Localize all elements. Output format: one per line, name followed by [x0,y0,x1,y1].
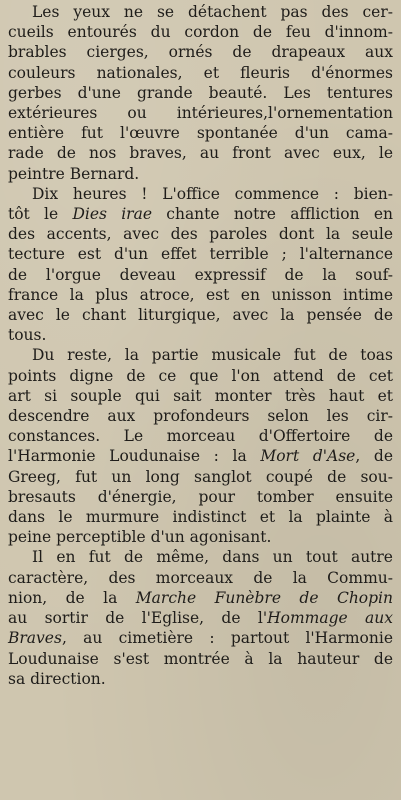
italic-title-marche-funebre: Marche Funèbre de Chopin [135,588,393,607]
text-run: l'Harmonie Loudunaise : la [8,447,261,466]
italic-title-hommage: Hommage aux [267,609,393,628]
text-run: , au cimetière : partout l'Harmonie [61,629,393,648]
text-line: Les yeux ne se détachent pas des cer- [32,3,393,21]
text-line: des accents, avec des paroles dont la seule [8,225,393,244]
paragraph-1 [8,2,393,184]
text-line: peine perceptible d'un agonisant. [8,528,272,547]
text-line: cueils entourés du cordon de feu d'innom- [8,23,393,42]
text-run: , de [355,447,394,466]
text-line: Loudunaise s'est montrée à la hauteur de [8,649,393,668]
text-line: peintre Bernard. [8,164,140,183]
text-line: dans le murmure indistinct et la plainte à [8,508,393,527]
text-line: Du reste, la partie musicale fut de toas [32,346,393,365]
text-run: chante notre affliction en [152,205,393,224]
text-line [8,628,393,648]
article-column [8,2,393,689]
text-line [8,446,393,466]
text-line: gerbes d'une grande beauté. Les tentures [8,83,393,102]
text-run: nion, de la [8,588,136,607]
italic-title-mort-d-ase: Mort d'Ase [260,447,356,466]
italic-title-dies-irae: Dies irae [72,205,153,224]
text-line: sa direction. [8,669,106,688]
text-line: rade de nos braves, au front avec eux, le [8,144,393,163]
text-line: de l'orgue deveau expressif de la souf- [8,265,393,284]
text-line: brables cierges, ornés de drapeaux aux [8,43,393,62]
text-line: points digne de ce que l'on attend de cet [8,366,393,385]
text-line: tous. [8,326,47,345]
text-line: france la plus atroce, est en unisson intime [8,285,393,304]
text-line: caractère, des morceaux de la Commu- [8,568,393,587]
text-line [8,588,393,608]
text-line: entière fut l'œuvre spontanée d'un cama- [8,124,393,143]
text-line: avec le chant liturgique, avec la pensée de [8,306,393,325]
text-run: au sortir de l'Eglise, de l' [8,609,268,628]
text-run: tôt le [8,205,73,224]
text-line: Dix heures ! L'office commence : bien- [32,184,393,203]
text-line [8,204,393,224]
text-line: descendre aux profondeurs selon les cir- [8,407,393,426]
paragraph-3 [8,345,393,547]
text-line: tecture est d'un effet terrible ; l'alternance [8,245,393,264]
text-line: constances. Le morceau d'Offertoire de [8,427,393,446]
text-line: couleurs nationales, et fleuris d'énormes [8,63,393,82]
text-line: Il en fut de même, dans un tout autre [32,548,393,567]
text-line: bresauts d'énergie, pour tomber ensuite [8,487,393,506]
text-line: Greeg, fut un long sanglot coupé de sou- [8,467,393,486]
paragraph-2 [8,184,393,346]
italic-title-braves: Braves [8,629,62,648]
text-line [8,608,393,628]
paragraph-4 [8,547,393,688]
text-line: art si souple qui sait monter très haut et [8,386,393,405]
text-line: extérieures ou intérieures,l'ornementation [8,104,393,123]
